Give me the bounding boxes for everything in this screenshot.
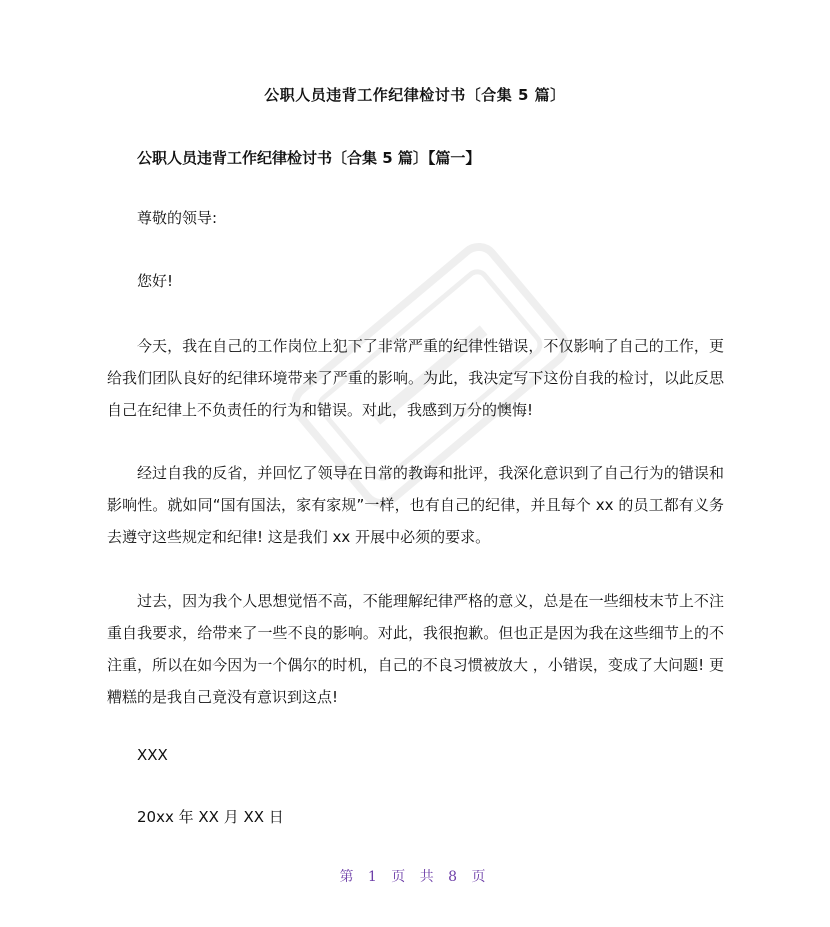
date-line: 20xx 年 XX 月 XX 日 [137, 808, 284, 826]
page-indicator: 第 1 页 共 8 页 [339, 869, 491, 885]
paragraph-1: 今天，我在自己的工作岗位上犯下了非常严重的纪律性错误，不仅影响了自己的工作，更给我们团队良好的纪律环境带来了严重的影响。为此，我决定写下这份自我的检讨，以此反思自己在纪律上不负责任的行为和错误。对此，我感到万分的懊悔! [107, 337, 724, 419]
document-title: 公职人员违背工作纪律检讨书〔合集 5 篇〕 [264, 86, 566, 104]
section-heading: 公职人员违背工作纪律检讨书〔合集 5 篇〕【篇一】 [137, 149, 481, 167]
paragraph-2: 经过自我的反省，并回忆了领导在日常的教诲和批评，我深化意识到了自己行为的错误和影响性。就如同“国有国法，家有家规”一样，也有自己的纪律，并且每个 xx 的员工都有义务去遵守这些规定和纪律! 这是我们 xx 开展中必须的要求。 [107, 464, 724, 546]
signature: XXX [137, 746, 168, 764]
paragraph-3: 过去，因为我个人思想觉悟不高，不能理解纪律严格的意义，总是在一些细枝末节上不注重自我要求，给带来了一些不良的影响。对此，我很抱歉。但也正是因为我在这些细节上的不注重，所以在如今因为一个偶尔的时机，自己的不良习惯被放大 ，小错误，变成了大问题! 更糟糕的是我自己竟没有意识到这点! [107, 592, 724, 706]
salutation: 尊敬的领导: [137, 209, 218, 227]
greeting: 您好! [137, 272, 174, 290]
